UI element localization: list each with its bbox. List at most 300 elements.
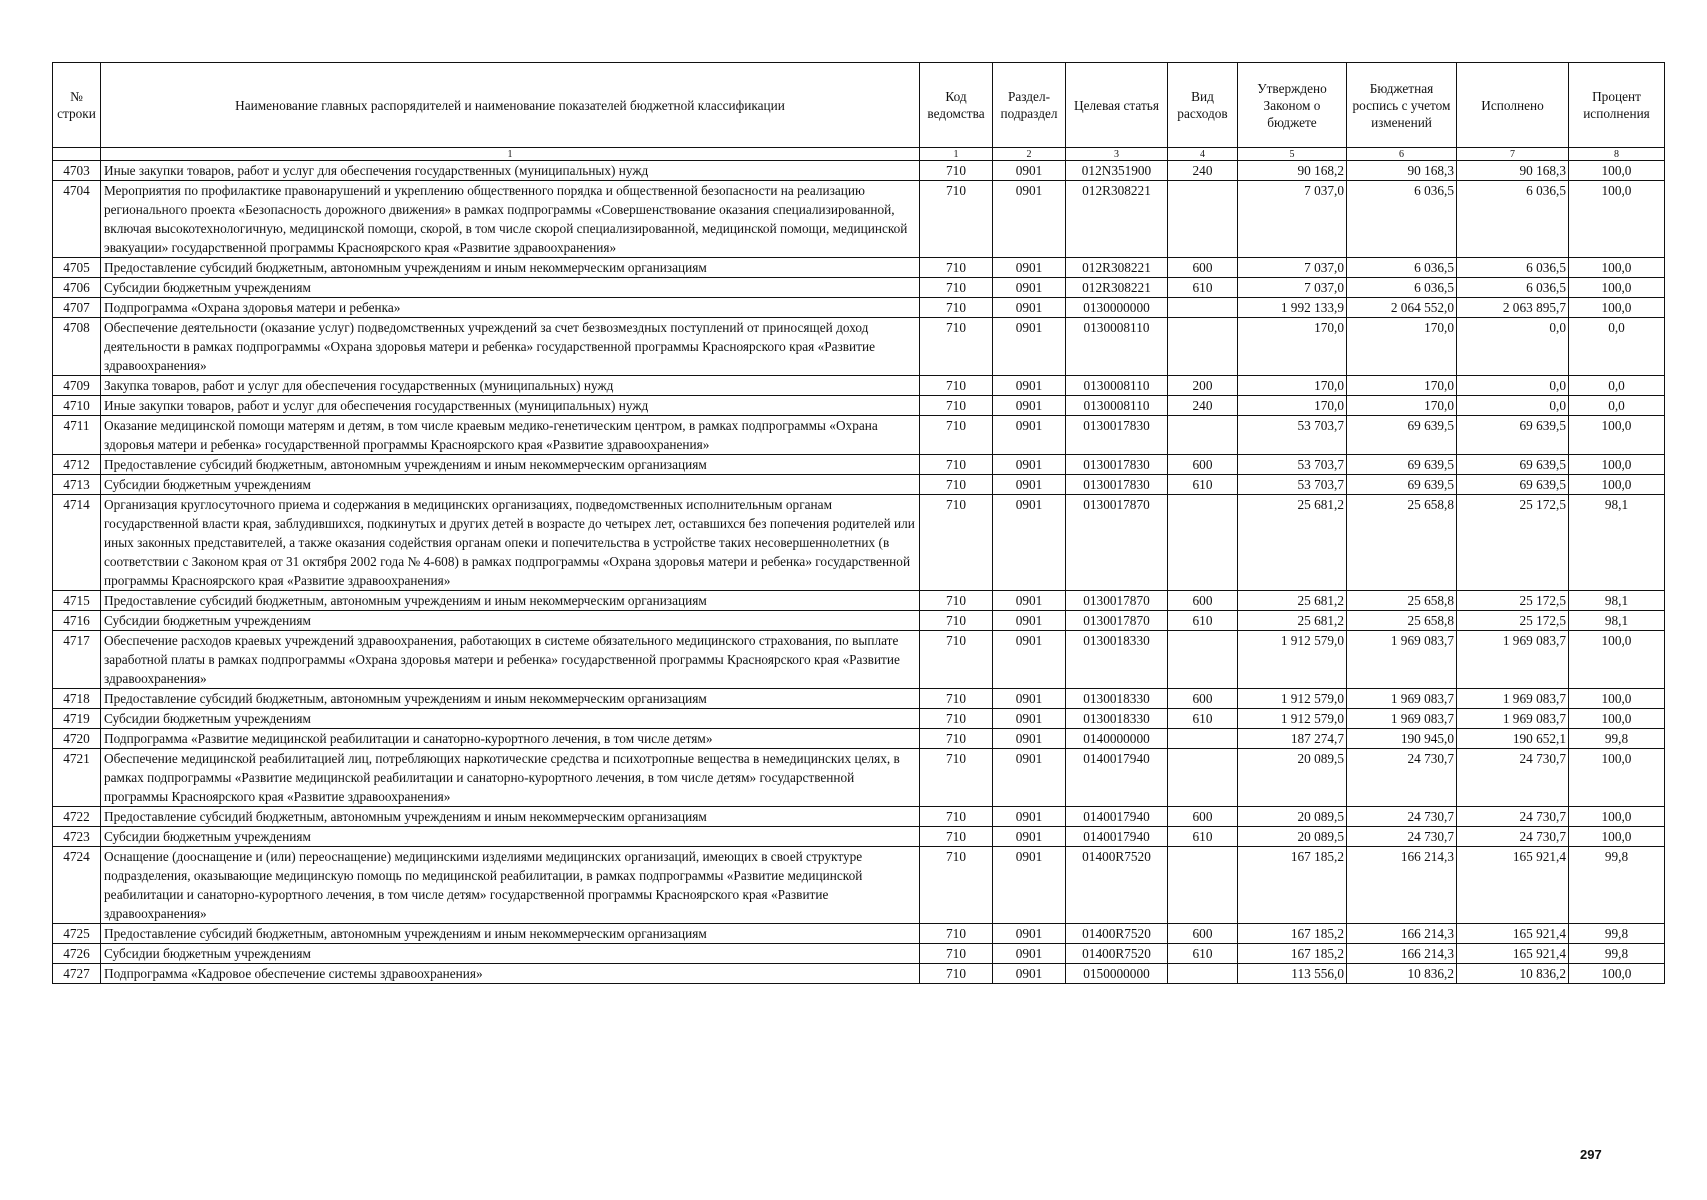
target-article-cell: 012N351900 [1066,161,1168,181]
table-row [53,455,1665,475]
row-name-cell: Субсидии бюджетным учреждениям [101,278,920,298]
approved-cell: 167 185,2 [1238,847,1347,924]
target-article-cell: 01400R7520 [1066,924,1168,944]
budget-schedule-cell: 24 730,7 [1347,749,1457,807]
approved-cell: 167 185,2 [1238,924,1347,944]
row-number-cell: 4723 [53,827,101,847]
table-row [53,258,1665,278]
table-row [53,298,1665,318]
executed-cell: 25 172,5 [1457,611,1569,631]
percent-cell: 99,8 [1569,944,1665,964]
col-number-0 [53,148,101,161]
row-name-cell: Предоставление субсидий бюджетным, автономным учреждениям и иным некоммерческим организациям [101,689,920,709]
dept-code-cell: 710 [920,318,993,376]
table-row [53,611,1665,631]
target-article-cell: 0130008110 [1066,318,1168,376]
row-number-cell: 4704 [53,181,101,258]
target-article-cell: 0130008110 [1066,376,1168,396]
target-article-cell: 0140017940 [1066,749,1168,807]
row-number-cell: 4715 [53,591,101,611]
executed-cell: 90 168,3 [1457,161,1569,181]
table-row [53,689,1665,709]
row-number-cell: 4711 [53,416,101,455]
target-article-cell: 0140017940 [1066,807,1168,827]
table-header [53,63,1665,161]
table-row [53,827,1665,847]
executed-cell: 6 036,5 [1457,258,1569,278]
dept-code-cell: 710 [920,807,993,827]
expense-type-cell: 610 [1168,944,1238,964]
row-name-cell: Предоставление субсидий бюджетным, автономным учреждениям и иным некоммерческим организациям [101,924,920,944]
section-cell: 0901 [993,847,1066,924]
row-name-cell: Субсидии бюджетным учреждениям [101,709,920,729]
row-name-cell: Мероприятия по профилактике правонарушений и укреплению общественного порядка и общественной безопасности на реализацию регионального проекта «Безопасность дорожного движения» в рамках подпрограммы «Совершенствование оказания специализированной, включая высокотехнологичную, медицинской помощи, скорой, в том числе скорой специализированной, медицинской помощи, медицинской эвакуации» государственной программы Красноярского края «Развитие здравоохранения» [101,181,920,258]
budget-schedule-cell: 25 658,8 [1347,495,1457,591]
expense-type-cell [1168,318,1238,376]
executed-cell: 190 652,1 [1457,729,1569,749]
expense-type-cell: 610 [1168,827,1238,847]
target-article-cell: 012R308221 [1066,181,1168,258]
approved-cell: 1 992 133,9 [1238,298,1347,318]
dept-code-cell: 710 [920,749,993,807]
executed-cell: 6 036,5 [1457,181,1569,258]
section-cell: 0901 [993,827,1066,847]
table-row [53,495,1665,591]
row-number-cell: 4726 [53,944,101,964]
percent-cell: 100,0 [1569,807,1665,827]
percent-cell: 100,0 [1569,689,1665,709]
header-name: Наименование главных распорядителей и наименование показателей бюджетной классификации [101,63,920,148]
approved-cell: 1 912 579,0 [1238,689,1347,709]
row-number-cell: 4722 [53,807,101,827]
executed-cell: 24 730,7 [1457,749,1569,807]
section-cell: 0901 [993,258,1066,278]
header-percent: Процент исполнения [1569,63,1665,148]
header-approved: Утверждено Законом о бюджете [1238,63,1347,148]
expense-type-cell: 240 [1168,396,1238,416]
approved-cell: 187 274,7 [1238,729,1347,749]
row-number-cell: 4703 [53,161,101,181]
approved-cell: 7 037,0 [1238,258,1347,278]
target-article-cell: 0140017940 [1066,827,1168,847]
row-name-cell: Подпрограмма «Кадровое обеспечение системы здравоохранения» [101,964,920,984]
target-article-cell: 0140000000 [1066,729,1168,749]
budget-schedule-cell: 69 639,5 [1347,416,1457,455]
row-name-cell: Предоставление субсидий бюджетным, автономным учреждениям и иным некоммерческим организациям [101,455,920,475]
section-cell: 0901 [993,749,1066,807]
expense-type-cell: 610 [1168,475,1238,495]
table-row [53,807,1665,827]
budget-schedule-cell: 6 036,5 [1347,181,1457,258]
budget-schedule-cell: 166 214,3 [1347,944,1457,964]
table-row [53,729,1665,749]
dept-code-cell: 710 [920,455,993,475]
row-name-cell: Иные закупки товаров, работ и услуг для обеспечения государственных (муниципальных) нужд [101,161,920,181]
budget-schedule-cell: 90 168,3 [1347,161,1457,181]
table-row [53,749,1665,807]
row-name-cell: Обеспечение расходов краевых учреждений здравоохранения, работающих в системе обязательного медицинского страхования, по выплате заработной платы в рамках подпрограммы «Охрана здоровья матери и ребенка» государственной программы Красноярского края «Развитие здравоохранения» [101,631,920,689]
row-name-cell: Подпрограмма «Развитие медицинской реабилитации и санаторно-курортного лечения, в том числе детям» [101,729,920,749]
section-cell: 0901 [993,611,1066,631]
target-article-cell: 0130017870 [1066,591,1168,611]
section-cell: 0901 [993,298,1066,318]
executed-cell: 25 172,5 [1457,591,1569,611]
section-cell: 0901 [993,591,1066,611]
expense-type-cell: 610 [1168,709,1238,729]
row-name-cell: Закупка товаров, работ и услуг для обеспечения государственных (муниципальных) нужд [101,376,920,396]
percent-cell: 100,0 [1569,631,1665,689]
executed-cell: 1 969 083,7 [1457,689,1569,709]
section-cell: 0901 [993,475,1066,495]
expense-type-cell: 600 [1168,807,1238,827]
approved-cell: 20 089,5 [1238,807,1347,827]
approved-cell: 90 168,2 [1238,161,1347,181]
row-name-cell: Субсидии бюджетным учреждениям [101,611,920,631]
row-number-cell: 4710 [53,396,101,416]
dept-code-cell: 710 [920,924,993,944]
row-name-cell: Субсидии бюджетным учреждениям [101,944,920,964]
row-name-cell: Субсидии бюджетным учреждениям [101,827,920,847]
percent-cell: 100,0 [1569,455,1665,475]
percent-cell: 98,1 [1569,495,1665,591]
executed-cell: 1 969 083,7 [1457,631,1569,689]
percent-cell: 100,0 [1569,709,1665,729]
col-number-7: 6 [1347,148,1457,161]
dept-code-cell: 710 [920,416,993,455]
row-number-cell: 4720 [53,729,101,749]
budget-schedule-cell: 2 064 552,0 [1347,298,1457,318]
row-number-cell: 4709 [53,376,101,396]
budget-schedule-cell: 24 730,7 [1347,807,1457,827]
section-cell: 0901 [993,318,1066,376]
executed-cell: 10 836,2 [1457,964,1569,984]
table-row [53,318,1665,376]
expense-type-cell: 600 [1168,455,1238,475]
executed-cell: 165 921,4 [1457,847,1569,924]
expense-type-cell [1168,631,1238,689]
percent-cell: 99,8 [1569,924,1665,944]
budget-table [52,62,1665,984]
target-article-cell: 0130017830 [1066,455,1168,475]
percent-cell: 100,0 [1569,475,1665,495]
dept-code-cell: 710 [920,278,993,298]
page-number: 297 [1580,1147,1602,1162]
target-article-cell: 0130017870 [1066,611,1168,631]
section-cell: 0901 [993,709,1066,729]
row-number-cell: 4717 [53,631,101,689]
budget-schedule-cell: 166 214,3 [1347,924,1457,944]
dept-code-cell: 710 [920,631,993,689]
table-row [53,591,1665,611]
percent-cell: 100,0 [1569,964,1665,984]
row-name-cell: Оснащение (дооснащение и (или) переоснащение) медицинскими изделиями медицинских организаций, имеющих в своей структуре подразделения, оказывающие медицинскую помощь по медицинской реабилитации, в рамках подпрограммы «Развитие медицинской реабилитации и санаторно-курортного лечения, в том числе детям» государственной программы Красноярского края «Развитие здравоохранения» [101,847,920,924]
row-number-cell: 4714 [53,495,101,591]
dept-code-cell: 710 [920,258,993,278]
percent-cell: 0,0 [1569,376,1665,396]
header-expense-type: Вид расходов [1168,63,1238,148]
row-number-cell: 4724 [53,847,101,924]
section-cell: 0901 [993,396,1066,416]
percent-cell: 100,0 [1569,181,1665,258]
col-number-1: 1 [101,148,920,161]
dept-code-cell: 710 [920,847,993,924]
approved-cell: 167 185,2 [1238,944,1347,964]
header-section: Раздел-подраздел [993,63,1066,148]
expense-type-cell: 600 [1168,591,1238,611]
table-row [53,181,1665,258]
percent-cell: 100,0 [1569,278,1665,298]
budget-schedule-cell: 69 639,5 [1347,475,1457,495]
section-cell: 0901 [993,689,1066,709]
section-cell: 0901 [993,944,1066,964]
approved-cell: 20 089,5 [1238,827,1347,847]
budget-schedule-cell: 25 658,8 [1347,611,1457,631]
approved-cell: 1 912 579,0 [1238,709,1347,729]
row-name-cell: Иные закупки товаров, работ и услуг для обеспечения государственных (муниципальных) нужд [101,396,920,416]
row-name-cell: Предоставление субсидий бюджетным, автономным учреждениям и иным некоммерческим организациям [101,807,920,827]
table-row [53,944,1665,964]
approved-cell: 25 681,2 [1238,495,1347,591]
target-article-cell: 012R308221 [1066,278,1168,298]
col-number-4: 3 [1066,148,1168,161]
percent-cell: 100,0 [1569,416,1665,455]
section-cell: 0901 [993,631,1066,689]
dept-code-cell: 710 [920,964,993,984]
expense-type-cell: 600 [1168,924,1238,944]
executed-cell: 0,0 [1457,318,1569,376]
budget-schedule-cell: 170,0 [1347,396,1457,416]
percent-cell: 98,1 [1569,591,1665,611]
percent-cell: 100,0 [1569,749,1665,807]
budget-schedule-cell: 6 036,5 [1347,258,1457,278]
budget-schedule-cell: 1 969 083,7 [1347,631,1457,689]
budget-schedule-cell: 166 214,3 [1347,847,1457,924]
col-number-9: 8 [1569,148,1665,161]
col-number-2: 1 [920,148,993,161]
target-article-cell: 0130018330 [1066,631,1168,689]
budget-schedule-cell: 1 969 083,7 [1347,689,1457,709]
table-row [53,376,1665,396]
percent-cell: 98,1 [1569,611,1665,631]
dept-code-cell: 710 [920,729,993,749]
row-number-cell: 4725 [53,924,101,944]
approved-cell: 7 037,0 [1238,181,1347,258]
budget-table-sheet [52,62,1664,984]
table-row [53,161,1665,181]
row-name-cell: Предоставление субсидий бюджетным, автономным учреждениям и иным некоммерческим организациям [101,258,920,278]
header-executed: Исполнено [1457,63,1569,148]
expense-type-cell [1168,298,1238,318]
executed-cell: 69 639,5 [1457,455,1569,475]
approved-cell: 7 037,0 [1238,278,1347,298]
percent-cell: 99,8 [1569,729,1665,749]
dept-code-cell: 710 [920,376,993,396]
dept-code-cell: 710 [920,298,993,318]
percent-cell: 0,0 [1569,396,1665,416]
expense-type-cell [1168,181,1238,258]
row-name-cell: Предоставление субсидий бюджетным, автономным учреждениям и иным некоммерческим организациям [101,591,920,611]
dept-code-cell: 710 [920,181,993,258]
table-row [53,475,1665,495]
percent-cell: 100,0 [1569,827,1665,847]
table-row [53,964,1665,984]
col-number-3: 2 [993,148,1066,161]
executed-cell: 1 969 083,7 [1457,709,1569,729]
budget-schedule-cell: 170,0 [1347,376,1457,396]
approved-cell: 1 912 579,0 [1238,631,1347,689]
table-row [53,631,1665,689]
target-article-cell: 0150000000 [1066,964,1168,984]
expense-type-cell [1168,729,1238,749]
table-row [53,416,1665,455]
approved-cell: 20 089,5 [1238,749,1347,807]
executed-cell: 69 639,5 [1457,416,1569,455]
target-article-cell: 0130018330 [1066,709,1168,729]
expense-type-cell [1168,749,1238,807]
approved-cell: 113 556,0 [1238,964,1347,984]
executed-cell: 24 730,7 [1457,827,1569,847]
expense-type-cell [1168,495,1238,591]
executed-cell: 2 063 895,7 [1457,298,1569,318]
header-dept-code: Код ведомства [920,63,993,148]
budget-schedule-cell: 190 945,0 [1347,729,1457,749]
budget-schedule-cell: 1 969 083,7 [1347,709,1457,729]
row-number-cell: 4721 [53,749,101,807]
row-name-cell: Оказание медицинской помощи матерям и детям, в том числе краевым медико-генетическим центром, в рамках подпрограммы «Охрана здоровья матери и ребенка» государственной программы Красноярского края «Развитие здравоохранения» [101,416,920,455]
header-row-number: № строки [53,63,101,148]
section-cell: 0901 [993,455,1066,475]
budget-schedule-cell: 170,0 [1347,318,1457,376]
dept-code-cell: 710 [920,827,993,847]
expense-type-cell: 200 [1168,376,1238,396]
expense-type-cell [1168,416,1238,455]
executed-cell: 6 036,5 [1457,278,1569,298]
row-number-cell: 4718 [53,689,101,709]
target-article-cell: 0130017830 [1066,475,1168,495]
budget-schedule-cell: 24 730,7 [1347,827,1457,847]
dept-code-cell: 710 [920,709,993,729]
table-row [53,709,1665,729]
approved-cell: 25 681,2 [1238,591,1347,611]
percent-cell: 100,0 [1569,161,1665,181]
executed-cell: 24 730,7 [1457,807,1569,827]
row-number-cell: 4707 [53,298,101,318]
expense-type-cell: 610 [1168,278,1238,298]
executed-cell: 69 639,5 [1457,475,1569,495]
row-name-cell: Обеспечение медицинской реабилитацией лиц, потребляющих наркотические средства и психотропные вещества в немедицинских целях, в рамках подпрограммы «Развитие медицинской реабилитации и санаторно-курортного лечения, в том числе детям» государственной программы Красноярского края «Развитие здравоохранения» [101,749,920,807]
table-row [53,924,1665,944]
approved-cell: 170,0 [1238,376,1347,396]
row-number-cell: 4708 [53,318,101,376]
expense-type-cell: 600 [1168,689,1238,709]
dept-code-cell: 710 [920,495,993,591]
section-cell: 0901 [993,376,1066,396]
dept-code-cell: 710 [920,944,993,964]
table-body [53,161,1665,984]
percent-cell: 100,0 [1569,298,1665,318]
dept-code-cell: 710 [920,689,993,709]
row-name-cell: Обеспечение деятельности (оказание услуг) подведомственных учреждений за счет безвозмездных поступлений от приносящей доход деятельности в рамках подпрограммы «Охрана здоровья матери и ребенка» государственной программы Красноярского края «Развитие здравоохранения» [101,318,920,376]
section-cell: 0901 [993,495,1066,591]
section-cell: 0901 [993,964,1066,984]
target-article-cell: 0130017870 [1066,495,1168,591]
approved-cell: 170,0 [1238,318,1347,376]
dept-code-cell: 710 [920,475,993,495]
col-number-8: 7 [1457,148,1569,161]
expense-type-cell: 610 [1168,611,1238,631]
table-row [53,396,1665,416]
executed-cell: 0,0 [1457,376,1569,396]
dept-code-cell: 710 [920,611,993,631]
row-number-cell: 4713 [53,475,101,495]
col-number-5: 4 [1168,148,1238,161]
section-cell: 0901 [993,181,1066,258]
target-article-cell: 0130000000 [1066,298,1168,318]
row-number-cell: 4727 [53,964,101,984]
section-cell: 0901 [993,807,1066,827]
target-article-cell: 0130008110 [1066,396,1168,416]
row-number-cell: 4706 [53,278,101,298]
percent-cell: 0,0 [1569,318,1665,376]
dept-code-cell: 710 [920,396,993,416]
section-cell: 0901 [993,161,1066,181]
expense-type-cell: 600 [1168,258,1238,278]
percent-cell: 100,0 [1569,258,1665,278]
col-number-6: 5 [1238,148,1347,161]
target-article-cell: 01400R7520 [1066,944,1168,964]
header-target-article: Целевая статья [1066,63,1168,148]
approved-cell: 53 703,7 [1238,416,1347,455]
target-article-cell: 0130017830 [1066,416,1168,455]
executed-cell: 165 921,4 [1457,944,1569,964]
row-number-cell: 4719 [53,709,101,729]
approved-cell: 25 681,2 [1238,611,1347,631]
header-budget-schedule: Бюджетная роспись с учетом изменений [1347,63,1457,148]
budget-schedule-cell: 25 658,8 [1347,591,1457,611]
section-cell: 0901 [993,729,1066,749]
target-article-cell: 0130018330 [1066,689,1168,709]
executed-cell: 165 921,4 [1457,924,1569,944]
expense-type-cell: 240 [1168,161,1238,181]
row-number-cell: 4705 [53,258,101,278]
approved-cell: 53 703,7 [1238,475,1347,495]
dept-code-cell: 710 [920,591,993,611]
target-article-cell: 01400R7520 [1066,847,1168,924]
row-name-cell: Субсидии бюджетным учреждениям [101,475,920,495]
approved-cell: 170,0 [1238,396,1347,416]
section-cell: 0901 [993,924,1066,944]
row-number-cell: 4716 [53,611,101,631]
budget-schedule-cell: 10 836,2 [1347,964,1457,984]
table-row [53,278,1665,298]
dept-code-cell: 710 [920,161,993,181]
executed-cell: 25 172,5 [1457,495,1569,591]
budget-schedule-cell: 6 036,5 [1347,278,1457,298]
section-cell: 0901 [993,278,1066,298]
percent-cell: 99,8 [1569,847,1665,924]
approved-cell: 53 703,7 [1238,455,1347,475]
budget-schedule-cell: 69 639,5 [1347,455,1457,475]
expense-type-cell [1168,964,1238,984]
target-article-cell: 012R308221 [1066,258,1168,278]
row-name-cell: Подпрограмма «Охрана здоровья матери и ребенка» [101,298,920,318]
row-name-cell: Организация круглосуточного приема и содержания в медицинских организациях, подведомственных исполнительным органам государственной власти края, заблудившихся, подкинутых и других детей в возрасте до четырех лет, оставшихся без попечения родителей или иных законных представителей, а также оказания содействия органам опеки и попечительства в устройстве таких несовершеннолетних (в соответствии с Законом края от 31 октября 2002 года № 4-608) в рамках подпрограммы «Охрана здоровья матери и ребенка» государственной программы Красноярского края «Развитие здравоохранения» [101,495,920,591]
row-number-cell: 4712 [53,455,101,475]
section-cell: 0901 [993,416,1066,455]
table-row [53,847,1665,924]
executed-cell: 0,0 [1457,396,1569,416]
expense-type-cell [1168,847,1238,924]
